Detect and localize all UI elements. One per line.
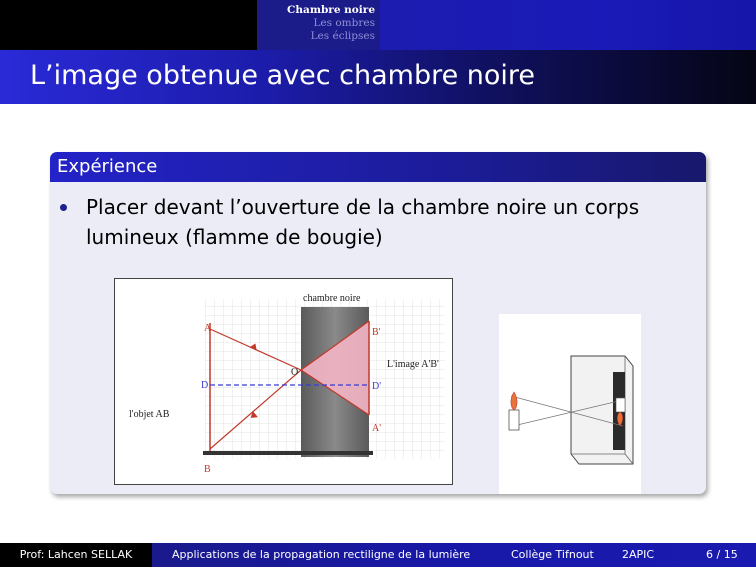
bullet-icon [60, 204, 67, 211]
nav-right-segment [380, 0, 756, 50]
inverted-candle [616, 398, 625, 412]
object-label: l'objet AB [129, 409, 170, 420]
ground-line [203, 451, 373, 455]
ray-diagram [115, 279, 452, 484]
frame-title-bar [0, 50, 756, 104]
camera-box-label: chambre noire [303, 293, 361, 304]
candle-box-illustration [499, 314, 641, 494]
flame-icon [511, 392, 517, 410]
section-navigation [257, 4, 375, 43]
footer-course: Applications de la propagation rectiligne de la lumière [172, 548, 471, 561]
ray-diagram-figure [114, 278, 453, 485]
point-d-label: D [201, 380, 209, 391]
point-b-prime-label: B' [372, 327, 381, 338]
footer-level: 2APIC [622, 548, 655, 561]
point-a-label: A [204, 323, 212, 334]
candle-body [509, 410, 519, 430]
nav-subsection-eclipses[interactable]: Les éclipses [310, 30, 375, 42]
nav-left-segment [0, 0, 257, 50]
footer-bar [0, 543, 756, 567]
point-a-prime-label: A' [372, 423, 382, 434]
nav-subsection-ombres[interactable]: Les ombres [313, 17, 375, 29]
point-o-label: O [291, 367, 299, 378]
bullet-item [86, 192, 686, 252]
footer-author: Prof: Lahcen SELLAK [0, 543, 152, 567]
experience-block [50, 152, 706, 494]
nav-section-chambre-noire[interactable]: Chambre noire [287, 4, 375, 16]
point-b-label: B [204, 464, 211, 475]
top-navigation-bar [0, 0, 756, 50]
footer-page-number: 6 / 15 [706, 548, 738, 561]
candle-box-drawing [499, 314, 641, 494]
block-title: Expérience [50, 152, 706, 182]
point-d-prime-label: D' [372, 381, 382, 392]
bullet-text: Placer devant l’ouverture de la chambre noire un corps lumineux (flamme de bougie) [86, 195, 640, 249]
footer-school: Collège Tifnout [511, 548, 594, 561]
frame-title: L’image obtenue avec chambre noire [30, 60, 536, 91]
footer-info [152, 543, 756, 567]
image-label: L'image A'B' [387, 359, 439, 370]
